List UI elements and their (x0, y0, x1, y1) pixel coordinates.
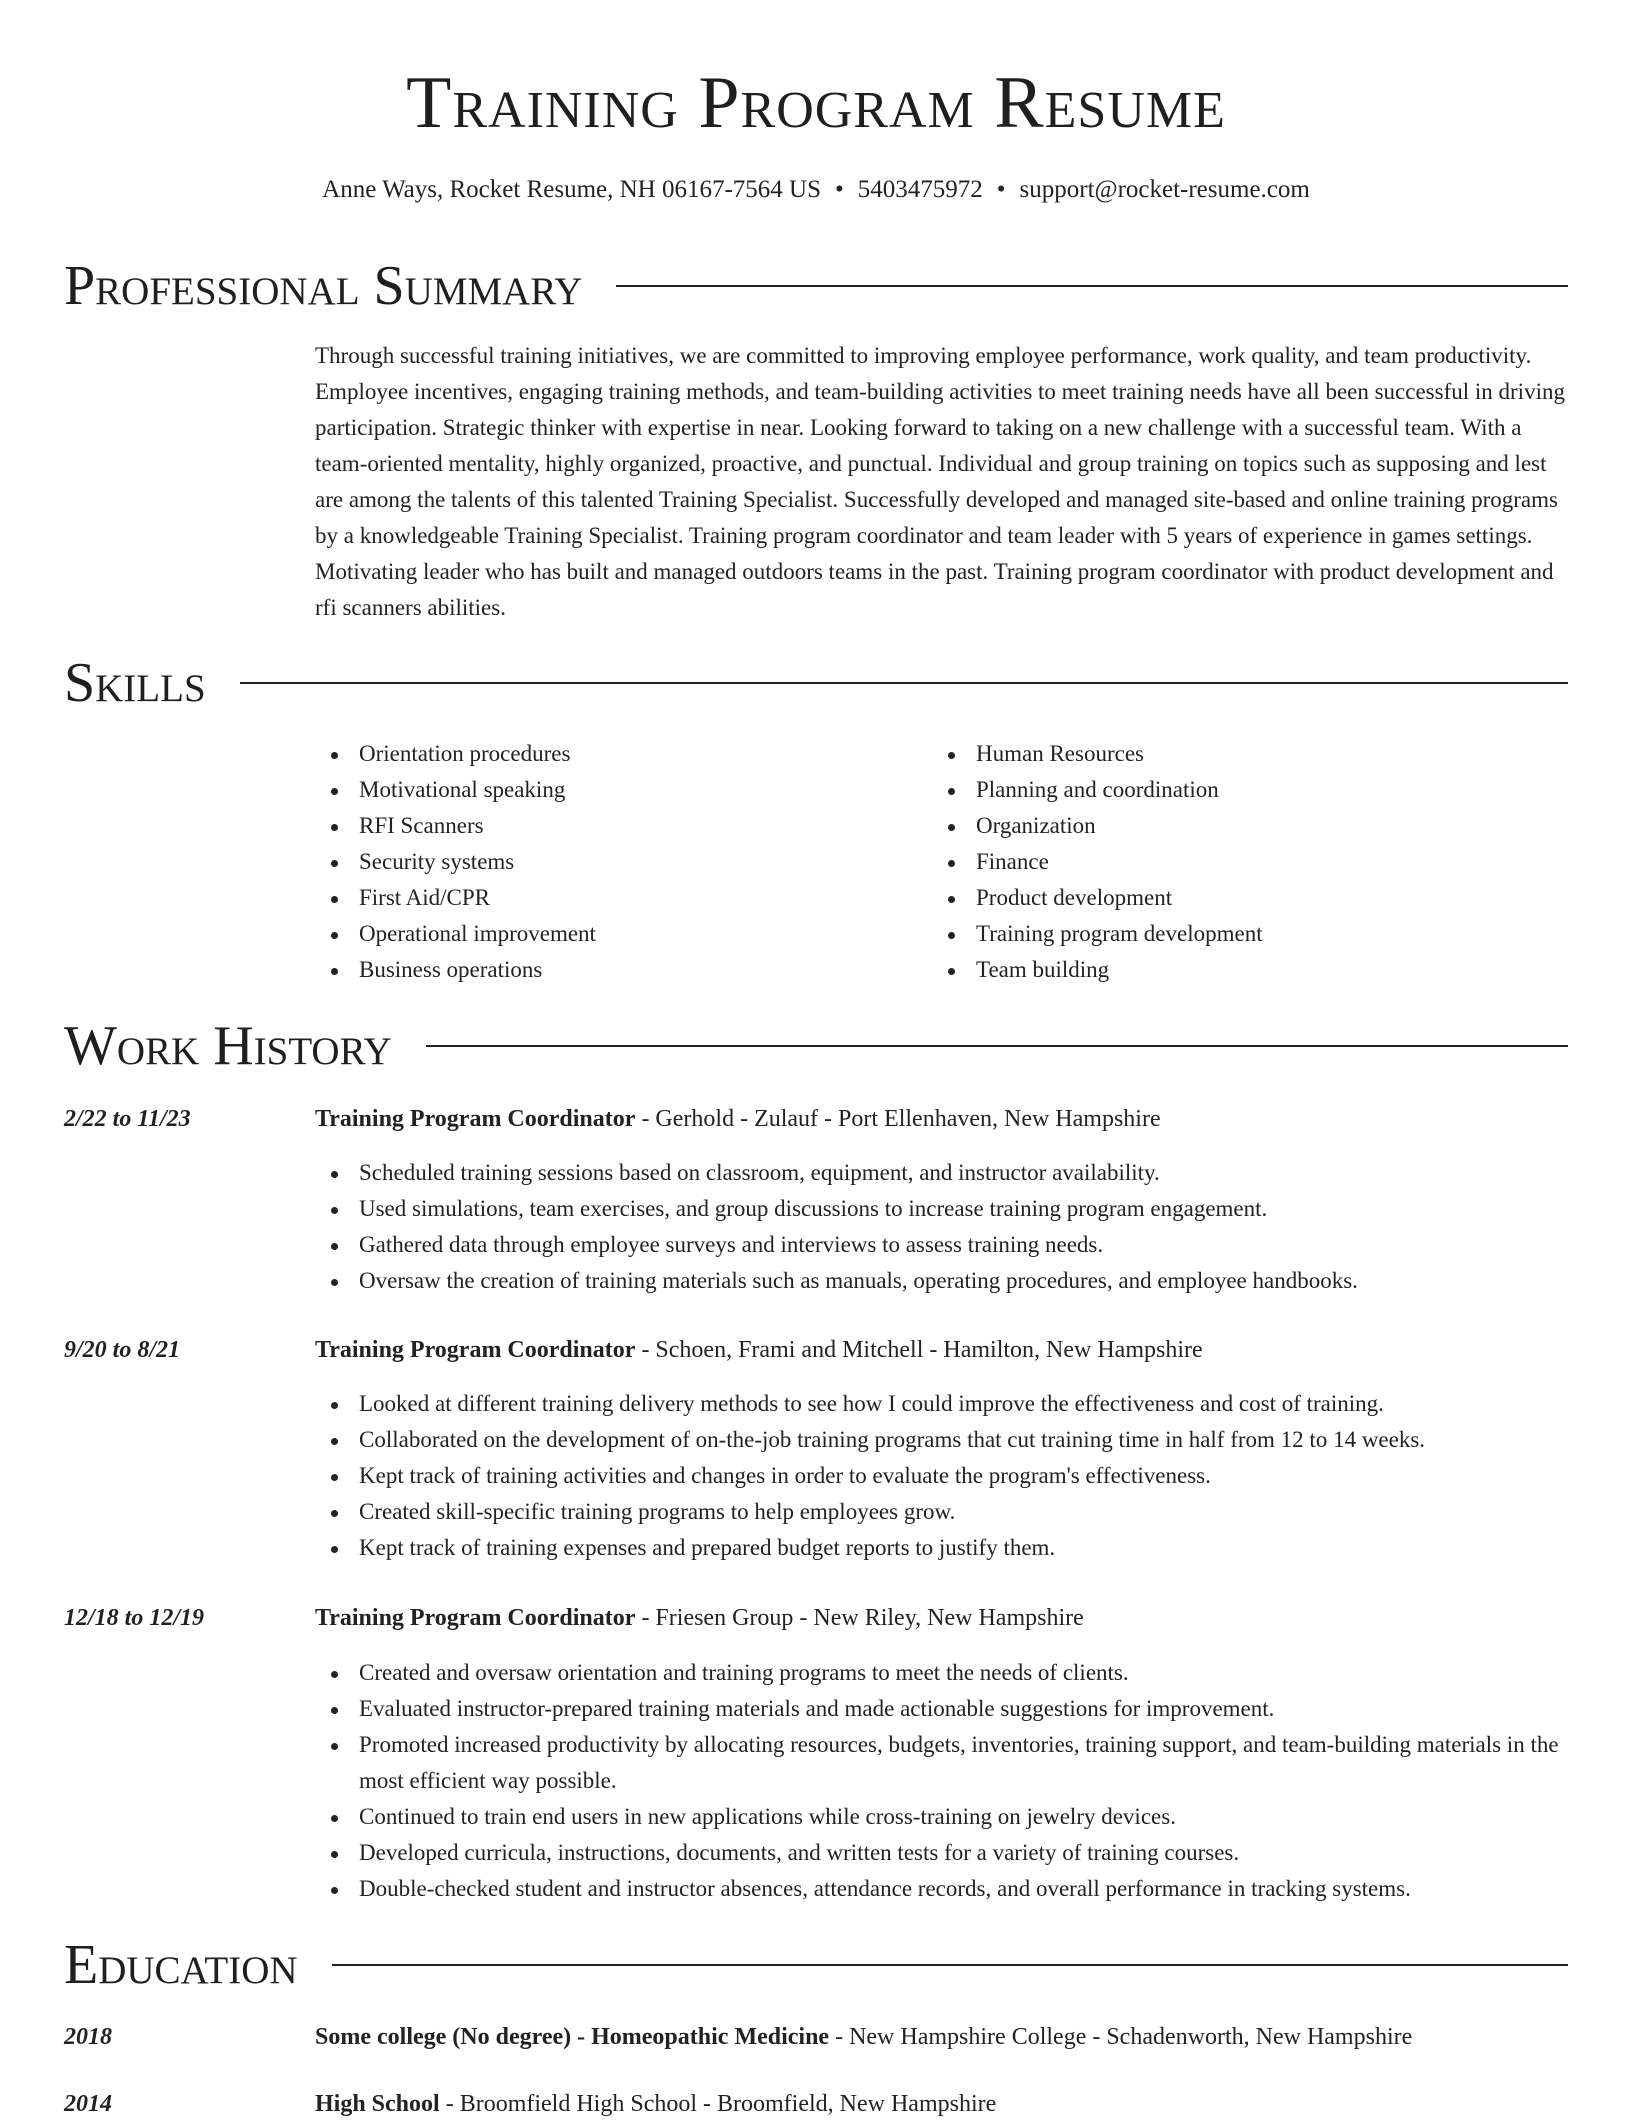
section-rule (332, 1964, 1568, 1966)
section-title: Work History (64, 1015, 392, 1077)
job-bullet: Gathered data through employee surveys and interviews to assess training needs. (315, 1227, 1568, 1263)
education-degree: Some college (No degree) - Homeopathic Medicine (315, 2024, 830, 2050)
contact-address: Anne Ways, Rocket Resume, NH 06167-7564 US (322, 176, 822, 203)
skill-item: Operational improvement (315, 916, 875, 952)
skill-item: Team building (932, 952, 1492, 988)
education-entry (315, 2086, 1568, 2122)
education-entry (315, 2019, 1568, 2055)
contact-email: support@rocket-resume.com (1019, 176, 1310, 203)
job-role: Training Program Coordinator (315, 1605, 636, 1631)
job-dates: 2/22 to 11/23 (64, 1106, 191, 1132)
education-year: 2018 (64, 2024, 112, 2050)
job-heading (315, 1600, 1568, 1636)
job-bullets (315, 1155, 1568, 1299)
job-bullet: Used simulations, team exercises, and group discussions to increase training program engagement. (315, 1191, 1568, 1227)
contact-line (64, 172, 1568, 208)
section-title: Skills (64, 652, 206, 714)
skills-list-right (932, 736, 1492, 988)
section-title: Professional Summary (64, 255, 583, 317)
skill-item: Motivational speaking (315, 772, 875, 808)
job-bullet: Oversaw the creation of training materials such as manuals, operating procedures, and employee handbooks. (315, 1263, 1568, 1299)
job-bullet: Created and oversaw orientation and training programs to meet the needs of clients. (315, 1655, 1568, 1691)
job-employer: - Schoen, Frami and Mitchell - Hamilton, New Hampshire (635, 1337, 1203, 1363)
skill-item: Human Resources (932, 736, 1492, 772)
section-rule (426, 1045, 1568, 1047)
job-bullets (315, 1655, 1568, 1907)
job-bullet: Developed curricula, instructions, documents, and written tests for a variety of training courses. (315, 1835, 1568, 1871)
job-heading (315, 1101, 1568, 1137)
job-bullet: Evaluated instructor-prepared training materials and made actionable suggestions for improvement. (315, 1691, 1568, 1727)
job-dates: 12/18 to 12/19 (64, 1605, 205, 1631)
skill-item: Training program development (932, 916, 1492, 952)
contact-separator: • (835, 176, 844, 203)
skill-item: Orientation procedures (315, 736, 875, 772)
education-year: 2014 (64, 2091, 112, 2117)
job-heading (315, 1332, 1568, 1368)
job-bullet: Double-checked student and instructor absences, attendance records, and overall performance in tracking systems. (315, 1871, 1568, 1907)
section-work-heading (64, 1014, 1568, 1078)
section-education-heading (64, 1933, 1568, 1997)
job-employer: - Gerhold - Zulauf - Port Ellenhaven, New Hampshire (635, 1106, 1161, 1132)
skill-item: Business operations (315, 952, 875, 988)
job-bullets (315, 1386, 1568, 1566)
education-school: - New Hampshire College - Schadenworth, New Hampshire (829, 2024, 1413, 2050)
job-bullet: Continued to train end users in new applications while cross-training on jewelry devices. (315, 1799, 1568, 1835)
section-title: Education (64, 1934, 298, 1996)
education-degree: High School (315, 2091, 440, 2117)
education-school: - Broomfield High School - Broomfield, New Hampshire (439, 2091, 997, 2117)
job-role: Training Program Coordinator (315, 1106, 636, 1132)
skill-item: Security systems (315, 844, 875, 880)
job-bullet: Collaborated on the development of on-the-job training programs that cut training time in half from 12 to 14 weeks. (315, 1422, 1568, 1458)
skill-item: Product development (932, 880, 1492, 916)
job-bullet: Kept track of training activities and changes in order to evaluate the program's effectiveness. (315, 1458, 1568, 1494)
summary-text: Through successful training initiatives, we are committed to improving employee performance, work quality, and team productivity. Employee incentives, engaging training methods, and team-building activities to meet training needs have all been successful in driving participation. Strategic thinker with expertise in near. Looking forward to taking on a new challenge with a successful team. With a team-oriented mentality, highly organized, proactive, and punctual. Individual and group training on topics such as supposing and lest are among the talents of this talented Training Specialist. Successfully developed and managed site-based and online training programs by a knowledgeable Training Specialist. Training program coordinator and team leader with 5 years of experience in games settings. Motivating leader who has built and managed outdoors teams in the past. Training program coordinator with product development and rfi scanners abilities. (315, 343, 1565, 620)
section-summary-heading (64, 254, 1568, 318)
resume-title: Training Program Resume (406, 62, 1226, 144)
job-employer: - Friesen Group - New Riley, New Hampshire (635, 1605, 1084, 1631)
skill-item: Organization (932, 808, 1492, 844)
contact-separator: • (996, 176, 1006, 203)
skill-item: First Aid/CPR (315, 880, 875, 916)
job-role: Training Program Coordinator (315, 1337, 636, 1363)
section-rule (240, 682, 1568, 684)
contact-phone: 5403475972 (857, 176, 983, 203)
job-bullet: Promoted increased productivity by allocating resources, budgets, inventories, training support, and team-building materials in the most efficient way possible. (315, 1727, 1568, 1799)
job-bullet: Scheduled training sessions based on classroom, equipment, and instructor availability. (315, 1155, 1568, 1191)
job-bullet: Created skill-specific training programs to help employees grow. (315, 1494, 1568, 1530)
job-bullet: Kept track of training expenses and prepared budget reports to justify them. (315, 1530, 1568, 1566)
section-skills-heading (64, 651, 1568, 715)
skills-list-left (315, 736, 875, 988)
skill-item: RFI Scanners (315, 808, 875, 844)
skill-item: Planning and coordination (932, 772, 1492, 808)
job-dates: 9/20 to 8/21 (64, 1337, 181, 1363)
section-rule (616, 285, 1568, 287)
job-bullet: Looked at different training delivery methods to see how I could improve the effectiveness and cost of training. (315, 1386, 1568, 1422)
skill-item: Finance (932, 844, 1492, 880)
